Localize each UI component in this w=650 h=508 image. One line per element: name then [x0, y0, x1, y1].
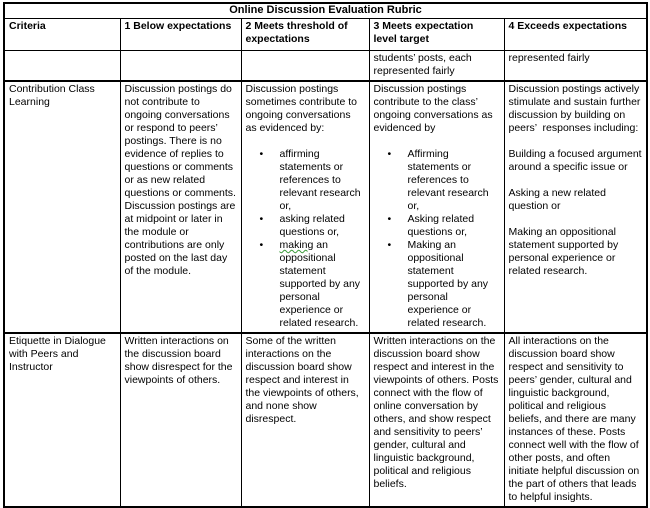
header-meets-threshold: 2 Meets threshold of expectations — [241, 19, 369, 51]
carryover-criteria-cell — [4, 51, 120, 82]
etiquette-target-cell — [369, 333, 504, 507]
title-row — [4, 3, 647, 19]
etiquette-criteria-label: Etiquette in Dialogue with Peers and Instructor — [9, 335, 109, 373]
etiquette-below-cell — [120, 333, 241, 507]
header-criteria: Criteria — [4, 19, 120, 51]
contribution-threshold-bullets — [246, 148, 365, 330]
etiquette-threshold-cell — [241, 333, 369, 507]
contribution-exceeds-p3: Making an oppositional statement supported by personal experience or related research. — [508, 226, 622, 277]
contribution-below-text: Discussion postings do not contribute to ongoing conversations or respond to peers’ postings. There is no evidence of replies to questions or comments or as new related questions or comments. Discussion postings are at midpoint or later in the module or contributions are only posted on the last day of the module. — [124, 83, 239, 277]
bullet-item — [260, 239, 365, 330]
etiquette-row — [4, 333, 647, 507]
page-title: Online Discussion Evaluation Rubric — [4, 3, 647, 19]
contribution-threshold-cell — [241, 81, 369, 333]
header-below-expectations: 1 Below expectations — [120, 19, 241, 51]
etiquette-exceeds-cell — [504, 333, 647, 507]
contribution-exceeds-p1: Building a focused argument around a specific issue or — [508, 148, 645, 173]
carryover-c3-text: students’ posts, each represented fairly — [373, 52, 475, 77]
bullet-item: • affirming statements or references to relevant research or, — [260, 148, 365, 213]
etiquette-target-text: Written interactions on the discussion board show respect and interest in the viewpoints of others. Posts connect with the flow of online conversation by others, and show respect and sensitivity to peers’ gender, cultural and linguistic background, political and religious beliefs. — [373, 335, 502, 490]
contribution-target-bullets — [374, 148, 500, 330]
contribution-below-cell — [120, 81, 241, 333]
bullet-item: • Making an oppositional statement supported by any personal experience or related research. — [388, 239, 500, 330]
contribution-exceeds-p2: Asking a new related question or — [508, 187, 609, 212]
carryover-row — [4, 51, 647, 82]
rubric-table — [3, 2, 648, 508]
bullet-text: an oppositional statement supported by any personal experience or related research. — [279, 239, 363, 329]
contribution-exceeds-intro: Discussion postings actively stimulate and sustain further discussion by building on peers’ responses including: — [508, 83, 644, 134]
carryover-c1-cell — [120, 51, 241, 82]
header-row — [4, 19, 647, 51]
bullet-item: • Asking related questions or, — [388, 213, 500, 239]
carryover-c4-text: represented fairly — [508, 52, 590, 64]
contribution-criteria-cell — [4, 81, 120, 333]
header-exceeds-expectations: 4 Exceeds expectations — [504, 19, 647, 51]
carryover-c4-cell — [504, 51, 647, 82]
contribution-threshold-intro: Discussion postings sometimes contribute to ongoing conversations as evidenced by: — [245, 83, 360, 134]
contribution-exceeds-cell — [504, 81, 647, 333]
etiquette-threshold-text: Some of the written interactions on the discussion board show respect and interest in the viewpoints of others, and none show disrespect. — [245, 335, 362, 425]
etiquette-criteria-cell — [4, 333, 120, 507]
carryover-c3-cell — [369, 51, 504, 82]
header-meets-target: 3 Meets expectation level target — [369, 19, 504, 51]
contribution-row — [4, 81, 647, 333]
contribution-criteria-label: Contribution Class Learning — [9, 83, 98, 108]
etiquette-below-text: Written interactions on the discussion board show disrespect for the viewpoints of others. — [124, 335, 236, 386]
grammar-flagged-word: making — [279, 239, 314, 251]
contribution-target-cell — [369, 81, 504, 333]
carryover-c2-cell — [241, 51, 369, 82]
contribution-target-intro: Discussion postings contribute to the class’ ongoing conversations as evidenced by — [373, 83, 496, 134]
bullet-item: • asking related questions or, — [260, 213, 365, 239]
etiquette-exceeds-text: All interactions on the discussion board show respect and sensitivity to peers’ gender, cultural and linguistic background, political and religious beliefs, and there are many instances of these. Posts connect well with the flow of other posts, and often initiate helpful discussion on the part of others that leads to helpful insights. — [508, 335, 643, 503]
bullet-item: • Affirming statements or references to relevant research or, — [388, 148, 500, 213]
